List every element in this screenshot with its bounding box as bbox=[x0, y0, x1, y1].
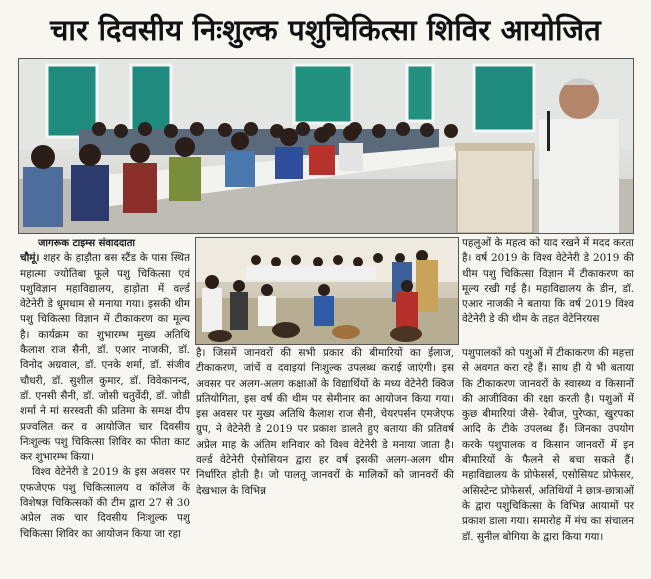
inset-photo bbox=[195, 237, 459, 345]
main-photo-scene bbox=[19, 59, 633, 233]
headline: चार दिवसीय निःशुल्क पशुचिकित्सा शिविर आयोजित bbox=[50, 13, 601, 47]
col1-paragraph-1 bbox=[20, 251, 190, 465]
col1-paragraph-2: विश्व वेटेनेरी डे 2019 के इस अवसर पर एफजेएफ पशु चिकित्सालय व कॉलेज के विशेषज्ञ चिकित्सकों की टीम द्वारा 27 से 30 अप्रेल तक चार दिवसीय निःशुल्क पशु चिकित्सा शिविर का आयोजन किया जा रहा bbox=[20, 466, 190, 540]
col1-text-1: शहर के हाड़ौता बस स्टैंड के पास स्थित महात्मा ज्योतिबा फूले पशु चिकित्सा एवं पशुविज्ञान महाविद्यालय, हाड़ोता में वर्ल्ड वेटेनेरी डे धूमधाम से मनाया गया। इसकी थीम पशु चिकित्सा विज्ञान में टीकाकरण का मूल्य है। कार्यक्रम का शुभारम्भ मुख्य अतिथि कैलाश राज सैनी, डॉ. एआर नाजकी, डॉ. विनोद अग्रवाल, डॉ. एनके शर्मा, डॉ. संजीव चौधरी, डॉ. सुशील कुमार, डॉ. विवेकानन्द, डॉ. एनसी सैनी, डॉ. जोसी चतुर्वेदी, डॉ. जोडी शर्मा ने मां सरस्वती की प्रतिमा के समक्ष दीप प्रज्वलित कर व आयोजित चार दिवसीय निःशुल्क पशु चिकित्सा शिविर का फीता काट कर शुभारम्भ किया। bbox=[20, 252, 190, 464]
byline: जागरूक टाइम्स संवाददाता bbox=[38, 238, 136, 249]
article-column-3-top bbox=[462, 236, 634, 344]
main-photo bbox=[18, 58, 634, 234]
article-column-3-bottom bbox=[462, 346, 634, 576]
col3-paragraph-bottom: पशुपालकों को पशुओं में टीकाकरण की महत्ता से अवगत करा रहे हैं। साथ ही ये भी बताया कि टीकाकरण जानवरों के स्वास्थ्य व किसानों की आजीविका की रक्षा करती है। पशुओं में कुछ बीमारियां जैसे- रेबीज, पुरेप्का, खुरपका आदि के टीके उपलब्ध हैं। जिनका उपयोग करके पशुपालक व किसान जानवरों में इन बीमारियों के फैलने से बचा सकते हैं। महाविद्यालय के प्रोफेसर्स, एसोसियट प्रोफेसर, असिस्टेन्ट प्रोफेसर्स, अतिथियों ने छात्र-छात्राओं के द्वारा पशुचिकित्सा के विभिन्न आयामों पर प्रकाश डाला गया। समारोह में मंच का संचालन डॉ. सुनील बोगिया के द्वारा किया गया। bbox=[462, 347, 634, 543]
dateline: चौमूं। bbox=[20, 252, 40, 265]
article-column-2 bbox=[196, 346, 454, 576]
col2-paragraph: है। जिसमें जानवरों की सभी प्रकार की बीमारियों का ईलाज, टीकाकरण, जांचें व दवाइयां निःशुल्क उपलब्ध कराई जाएंगी। इस अवसर पर अलग-अलग कक्षाओं के विद्यार्थियों के मध्य वेटेनेरी क्विज प्रतियोगिता, इस वर्ष की थीम पर सेमीनार का आयोजन किया गया। इस अवसर पर मुख्य अतिथि कैलाश राज सैनी, चेयरपर्सन एमजेएफ ग्रुप, ने वेटेनेरी डे 2019 पर प्रकाश डालते हुए बताया की प्रतिवर्ष अप्रेल माह के अंतिम शनिवार को विश्व वेटेनेरी डे मनाया जाता है। वर्ल्ड वेटेनेरी ऐसोसियन द्वारा हर वर्ष इसकी अलग-अलग थीम निर्धारित होती है। जो पालतू जानवरों के मालिकों को जानवरों की देखभाल के विभिन्न bbox=[196, 347, 454, 497]
article-column-1 bbox=[20, 236, 190, 576]
col3-paragraph-top: पहलुओं के महत्व को याद रखने में मदद करता है। वर्ष 2019 के विश्व वेटेनेरी डे 2019 की थीम पशु चिकित्सा विज्ञान में टीकाकरण का मूल्य रखी गई है। महाविद्यालय के डीन, डॉ. एआर नाजकी ने बताया कि वर्ष 2019 विश्व वेटेनेरी डे की थीम के तहत वेटेनिरयस bbox=[462, 237, 634, 326]
inset-photo-scene bbox=[196, 238, 458, 344]
